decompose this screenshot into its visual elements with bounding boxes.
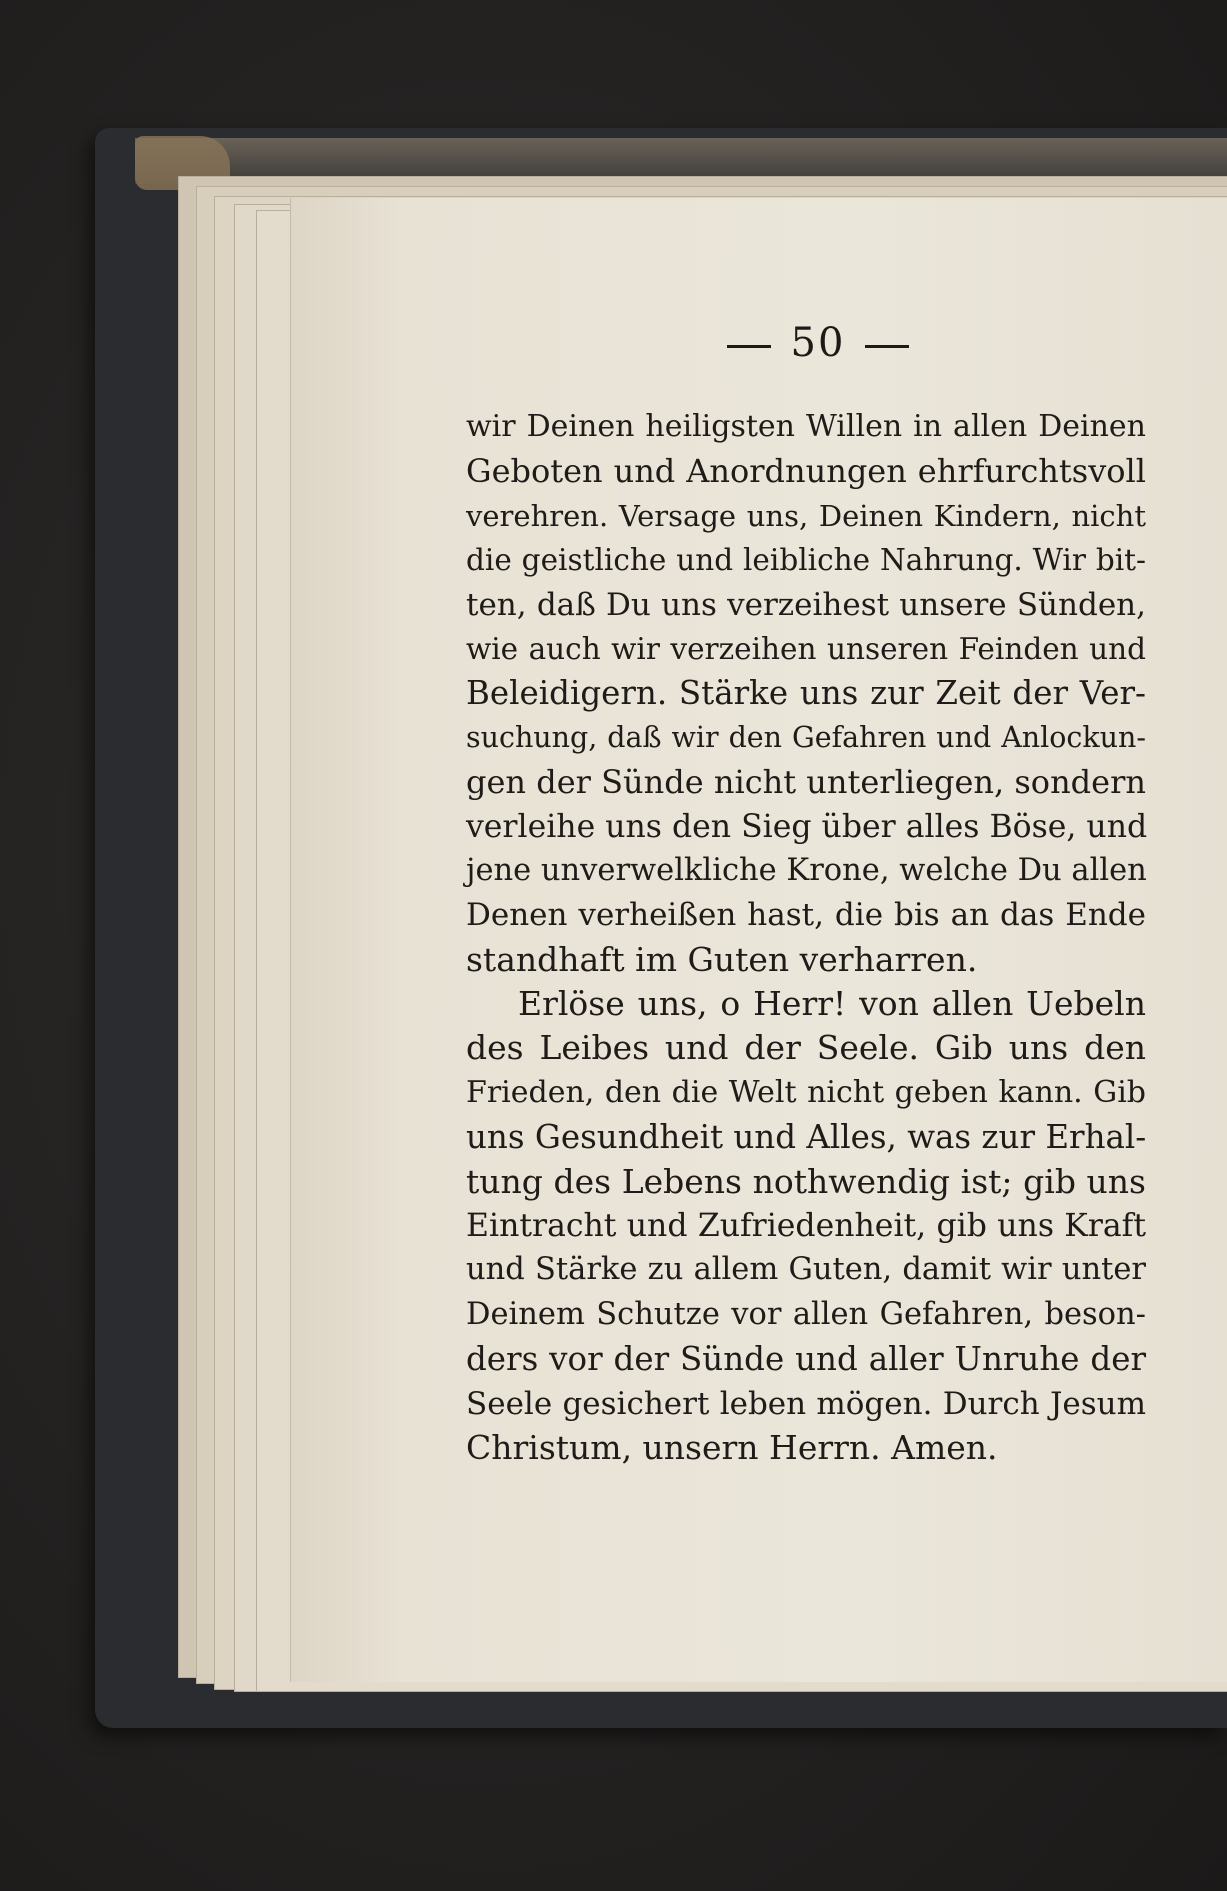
text-line: ten, daß Du uns verzeihest unsere Sünden, (466, 586, 1146, 623)
text-line: uns Gesundheit und Alles, was zur Erhal- (466, 1118, 1147, 1157)
paragraph-1 (466, 405, 1146, 982)
text-line: verleihe uns den Sieg über alles Böse, und (466, 808, 1148, 845)
text-line: Seele gesichert leben mögen. Durch Jesum (466, 1385, 1146, 1422)
page-number-value: 50 (790, 320, 846, 366)
text-line: wie auch wir verzeihen unseren Feinden und (466, 631, 1146, 666)
text-line: suchung, daß wir den Gefahren und Anlockun- (466, 720, 1146, 754)
text-line: standhaft im Guten verharren. (466, 939, 978, 979)
dash-right (865, 345, 909, 348)
text-line: und Stärke zu allem Guten, damit wir unter (466, 1252, 1146, 1288)
page-number (698, 320, 938, 366)
text-line: Eintracht und Zufriedenheit, gib uns Kraft (466, 1208, 1146, 1245)
text-line: verehren. Versage uns, Deinen Kindern, nicht (466, 498, 1146, 533)
text-line: des Leibes und der Seele. Gib uns den (466, 1028, 1146, 1068)
text-line: jene unverwelkliche Krone, welche Du allen (466, 852, 1147, 888)
text-line: Erlöse uns, o Herr! von allen Uebeln (518, 984, 1146, 1024)
text-line: Frieden, den die Welt nicht geben kann. Gib (466, 1074, 1146, 1110)
text-line: Geboten und Anordnungen ehrfurchtsvoll (466, 452, 1146, 491)
page-body-text (466, 405, 1146, 1470)
paragraph-2 (466, 982, 1146, 1470)
text-line: die geistliche und leibliche Nahrung. Wir bit- (466, 543, 1146, 578)
text-line: gen der Sünde nicht unterliegen, sondern (466, 763, 1146, 802)
text-line: tung des Lebens nothwendig ist; gib uns (466, 1161, 1146, 1201)
text-line: wir Deinen heiligsten Willen in allen Deinen (466, 409, 1146, 444)
text-line: Beleidigern. Stärke uns zur Zeit der Ver- (466, 674, 1146, 713)
text-line: Deinem Schutze vor allen Gefahren, beson- (466, 1296, 1146, 1332)
text-line: Denen verheißen hast, die bis an das Ende (466, 897, 1146, 934)
dash-left (727, 345, 771, 348)
text-line: Christum, unsern Herrn. Amen. (466, 1427, 998, 1467)
text-line: ders vor der Sünde und aller Unruhe der (466, 1340, 1146, 1379)
